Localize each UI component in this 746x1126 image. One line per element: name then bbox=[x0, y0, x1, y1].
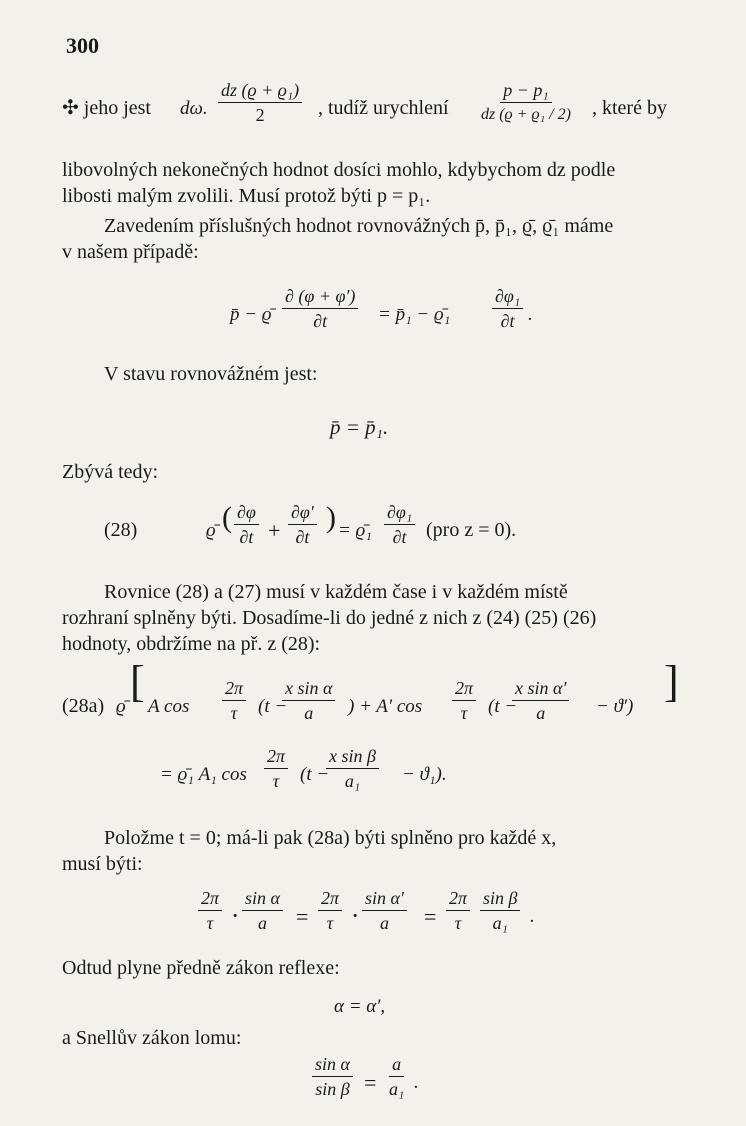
text-remains: Zbývá tedy: bbox=[62, 461, 159, 483]
fraction-denominator: a bbox=[379, 913, 389, 933]
fraction-numerator: a bbox=[389, 1054, 404, 1077]
eq28a-rho: ϱ̄ bbox=[116, 696, 126, 717]
fraction-numerator: x sin α bbox=[282, 678, 335, 701]
line1-lead: ✣ jeho jest bbox=[62, 97, 151, 119]
fraction-denominator: a₁ bbox=[389, 1079, 405, 1099]
eq3-fraction-6 bbox=[480, 888, 520, 933]
eq3-end: . bbox=[530, 906, 535, 927]
text-reflection: Odtud plyne předně zákon reflexe: bbox=[62, 957, 340, 979]
fraction-numerator: 2π bbox=[264, 746, 288, 769]
eq1-left: p̄ − ϱ̄ bbox=[230, 304, 272, 325]
fraction-numerator: sin α′ bbox=[362, 888, 407, 911]
fraction-numerator: 2π bbox=[446, 888, 470, 911]
page-number: 300 bbox=[66, 33, 99, 58]
para4-line-1: Položme t = 0; má-li pak (28a) býti splněno pro každé x, bbox=[104, 827, 557, 849]
fraction-denominator: τ bbox=[230, 703, 238, 723]
line1-fraction-2 bbox=[478, 80, 574, 125]
fraction-numerator: sin α bbox=[242, 888, 283, 911]
text-equilibrium: V stavu rovnovážném jest: bbox=[104, 363, 318, 385]
fraction-numerator: ∂φ₁ bbox=[384, 502, 415, 525]
eq3-fraction-1 bbox=[198, 888, 222, 933]
eq28a-fraction-2 bbox=[282, 678, 335, 723]
fraction-denominator: ∂t bbox=[239, 527, 254, 547]
fraction-numerator: 2π bbox=[452, 678, 476, 701]
eq5-fraction-2 bbox=[386, 1054, 407, 1099]
eq5-equals: = bbox=[364, 1070, 377, 1095]
fraction-denominator: sin β bbox=[315, 1079, 350, 1099]
para1-line-2: libosti malým zvolili. Musí protož býti p = p₁. bbox=[62, 185, 431, 207]
fraction-denominator: a₁ bbox=[492, 913, 508, 933]
fraction-denominator: 2 bbox=[255, 105, 265, 125]
eq28-rho: ϱ̄ bbox=[206, 520, 216, 541]
fraction-denominator: τ bbox=[206, 913, 214, 933]
eq28a-fraction-4 bbox=[512, 678, 569, 723]
eq28-paren-open: ( bbox=[222, 501, 232, 534]
eq28a-bracket-close: ] bbox=[664, 657, 679, 706]
fraction-denominator: dz (ϱ + ϱ₁ / 2) bbox=[481, 106, 571, 123]
fraction-numerator: ∂ (φ + φ′) bbox=[282, 286, 358, 309]
eq4: α = α′, bbox=[334, 996, 386, 1017]
eq28a-t2: (t − bbox=[488, 696, 518, 717]
eq1-mid: = p̄₁ − ϱ̄₁ bbox=[378, 304, 451, 325]
eq5-fraction-1 bbox=[312, 1054, 353, 1099]
eq2: p̄ = p̄₁. bbox=[330, 415, 389, 439]
eq28a-fraction-1 bbox=[222, 678, 246, 723]
fraction-denominator: a bbox=[536, 703, 546, 723]
fraction-numerator: 2π bbox=[318, 888, 342, 911]
text-snell: a Snellův zákon lomu: bbox=[62, 1027, 242, 1049]
eq1-fraction-2 bbox=[492, 286, 523, 331]
eq3-fraction-5 bbox=[446, 888, 470, 933]
fraction-denominator: ∂t bbox=[392, 527, 407, 547]
fraction-denominator: ∂t bbox=[313, 311, 328, 331]
fraction-numerator: ∂φ bbox=[234, 502, 259, 525]
eq28-condition: (pro z = 0). bbox=[426, 519, 517, 541]
para2-line-2: v našem případě: bbox=[62, 241, 199, 263]
fraction-denominator: τ bbox=[454, 913, 462, 933]
eq28a-c1: ) + A′ cos bbox=[348, 696, 423, 717]
eq28a-c3: − ϑ₁). bbox=[402, 764, 447, 785]
eq28-paren-close: ) bbox=[326, 501, 336, 534]
fraction-denominator: τ bbox=[272, 771, 280, 791]
eq28-label: (28) bbox=[104, 519, 138, 541]
eq1-end: . bbox=[528, 304, 533, 325]
eq28-plus: + bbox=[268, 518, 281, 543]
eq1-fraction-1 bbox=[282, 286, 358, 331]
eq28a-c2: − ϑ′) bbox=[596, 696, 634, 717]
line1-fraction-1 bbox=[218, 80, 302, 125]
fraction-numerator: sin β bbox=[480, 888, 520, 911]
fraction-numerator: dz (ϱ + ϱ₁) bbox=[218, 80, 302, 103]
para2-line-1: Zavedením příslušných hodnot rovnovážných p̄, p̄₁, ϱ̄, ϱ̄₁ máme bbox=[104, 215, 614, 237]
para3-line-2: rozhraní splněny býti. Dosadíme-li do jedné z nich z (24) (25) (26) bbox=[62, 607, 597, 629]
eq28-fraction-b bbox=[288, 502, 317, 547]
eq28a-t3: (t − bbox=[300, 764, 330, 785]
line1-tail: , které by bbox=[592, 97, 667, 119]
para4-line-2: musí býti: bbox=[62, 853, 143, 875]
fraction-numerator: sin α bbox=[312, 1054, 353, 1077]
eq3-equals-2: = bbox=[424, 904, 437, 929]
eq28-fraction-a bbox=[234, 502, 259, 547]
eq28a-t1: (t − bbox=[258, 696, 288, 717]
fraction-denominator: a bbox=[304, 703, 314, 723]
para3-line-1: Rovnice (28) a (27) musí v každém čase i v každém místě bbox=[104, 581, 568, 603]
eq3-dot-1: · bbox=[232, 906, 239, 927]
fraction-denominator: a bbox=[257, 913, 267, 933]
eq5-end: . bbox=[414, 1072, 419, 1093]
fraction-denominator: τ bbox=[460, 703, 468, 723]
para1-line-1: libovolných nekonečných hodnot dosíci mohlo, kdybychom dz podle bbox=[62, 159, 616, 181]
eq28-fraction-c bbox=[384, 502, 415, 547]
eq28a-label: (28a) bbox=[62, 695, 105, 717]
eq28a-fraction-6 bbox=[326, 746, 379, 791]
fraction-numerator: ∂φ₁ bbox=[492, 286, 523, 309]
eq28a-bracket-open: [ bbox=[130, 657, 145, 706]
fraction-numerator: ∂φ′ bbox=[288, 502, 317, 525]
eq3-dot-2: · bbox=[352, 906, 359, 927]
fraction-denominator: τ bbox=[326, 913, 334, 933]
eq28-eq: = ϱ̄₁ bbox=[338, 520, 372, 541]
fraction-denominator: ∂t bbox=[500, 311, 515, 331]
fraction-numerator: x sin α′ bbox=[512, 678, 569, 701]
line1-mid: , tudíž urychlení bbox=[318, 97, 449, 119]
fraction-numerator: 2π bbox=[222, 678, 246, 701]
fraction-denominator: ∂t bbox=[295, 527, 310, 547]
fraction-denominator: a₁ bbox=[344, 771, 361, 791]
eq3-fraction-4 bbox=[362, 888, 407, 933]
eq28a-fraction-3 bbox=[452, 678, 476, 723]
eq3-equals-1: = bbox=[296, 904, 309, 929]
fraction-numerator: 2π bbox=[198, 888, 222, 911]
eq28a-fraction-5 bbox=[264, 746, 288, 791]
eq28a-term-1: A cos bbox=[148, 696, 190, 717]
line1-dw: dω. bbox=[180, 98, 208, 119]
fraction-numerator: x sin β bbox=[326, 746, 379, 769]
fraction-numerator: p − p₁ bbox=[500, 80, 551, 103]
eq3-fraction-3 bbox=[318, 888, 342, 933]
para3-line-3: hodnoty, obdržíme na př. z (28): bbox=[62, 633, 321, 655]
eq28a-line2-start: = ϱ̄₁ A₁ cos bbox=[160, 764, 247, 785]
eq3-fraction-2 bbox=[242, 888, 283, 933]
